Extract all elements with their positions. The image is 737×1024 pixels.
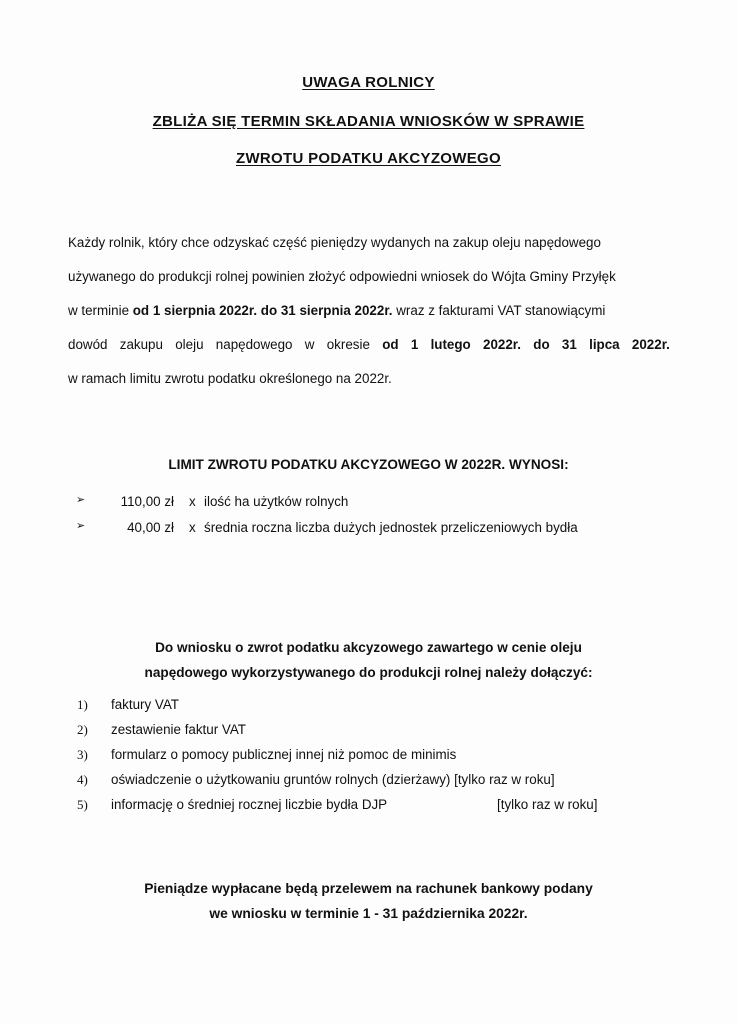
item-number: 5): [77, 797, 88, 812]
intro-purchase-period-word: od: [382, 337, 399, 352]
intro-word: zakupu: [119, 337, 163, 352]
intro-word: oleju: [175, 337, 204, 352]
item-text: oświadczenie o użytkowaniu gruntów rolnych (dzierżawy) [tylko raz w roku]: [111, 772, 555, 787]
title-line-1: [0, 74, 737, 91]
item-text: informację o średniej rocznej liczbie bydła DJP: [111, 797, 388, 812]
intro-word: w: [304, 337, 315, 352]
limit-amount: 40,00 zł: [127, 520, 174, 535]
intro-purchase-period-word: 31: [561, 337, 577, 352]
multiply-sign: x: [189, 494, 196, 509]
payment-info-line-2: we wniosku w terminie 1 - 31 października 2022r.: [209, 906, 528, 921]
title-excise-refund: ZWROTU PODATKU AKCYZOWEGO: [236, 150, 501, 167]
item-text: formularz o pomocy publicznej innej niż pomoc de minimis: [111, 747, 457, 762]
item-text: faktury VAT: [111, 697, 179, 712]
intro-line-2: używanego do produkcji rolnej powinien złożyć odpowiedni wniosek do Wójta Gminy Przyłęk: [68, 269, 616, 284]
payment-info-line-1: Pieniądze wypłacane będą przelewem na rachunek bankowy podany: [144, 881, 593, 896]
intro-purchase-period-word: 2022r.: [483, 337, 521, 352]
intro-line-3: [68, 303, 605, 318]
item-number: 3): [77, 747, 88, 762]
intro-word: napędowego: [215, 337, 293, 352]
title-line-3: [0, 150, 737, 167]
intro-purchase-period-word: do: [533, 337, 550, 352]
item-note: [tylko raz w roku]: [497, 797, 598, 812]
arrow-bullet-icon: ➢: [76, 520, 86, 532]
multiply-sign: x: [189, 520, 196, 535]
intro-purchase-period-word: 1: [410, 337, 419, 352]
intro-purchase-period-word: 2022r.: [631, 337, 670, 352]
limit-amount: 110,00 zł: [120, 494, 174, 509]
intro-line-3-suffix: wraz z fakturami VAT stanowiącymi: [392, 303, 606, 318]
arrow-bullet-icon: ➢: [76, 494, 86, 506]
title-deadline: ZBLIŻA SIĘ TERMIN SKŁADANIA WNIOSKÓW W SPRAWIE: [152, 113, 585, 130]
attachments-heading-line-1: Do wniosku o zwrot podatku akcyzowego zawartego w cenie oleju: [155, 640, 582, 655]
item-number: 4): [77, 772, 88, 787]
attachments-heading-line-2: napędowego wykorzystywanego do produkcji rolnej należy dołączyć:: [144, 665, 593, 680]
title-line-2: [0, 113, 737, 130]
intro-line-3-prefix: w terminie: [68, 303, 133, 318]
item-text: zestawienie faktur VAT: [111, 722, 246, 737]
intro-word: dowód: [68, 337, 108, 352]
limit-heading: LIMIT ZWROTU PODATKU AKCYZOWEGO W 2022R. WYNOSI:: [168, 457, 569, 472]
limit-description: ilość ha użytków rolnych: [204, 494, 349, 509]
intro-purchase-period-word: lutego: [430, 337, 471, 352]
title-uwaga-rolnicy: UWAGA ROLNICY: [302, 74, 435, 91]
limit-description: średnia roczna liczba dużych jednostek przeliczeniowych bydła: [204, 520, 578, 535]
intro-line-5: w ramach limitu zwrotu podatku określonego na 2022r.: [68, 371, 392, 386]
item-number: 2): [77, 722, 88, 737]
intro-line-1: Każdy rolnik, który chce odzyskać część pieniędzy wydanych na zakup oleju napędowego: [68, 235, 601, 250]
intro-purchase-period-word: lipca: [589, 337, 620, 352]
intro-word: okresie: [326, 337, 370, 352]
item-number: 1): [77, 697, 88, 712]
intro-application-period: od 1 sierpnia 2022r. do 31 sierpnia 2022r.: [132, 303, 393, 318]
intro-line-4: [68, 337, 670, 352]
